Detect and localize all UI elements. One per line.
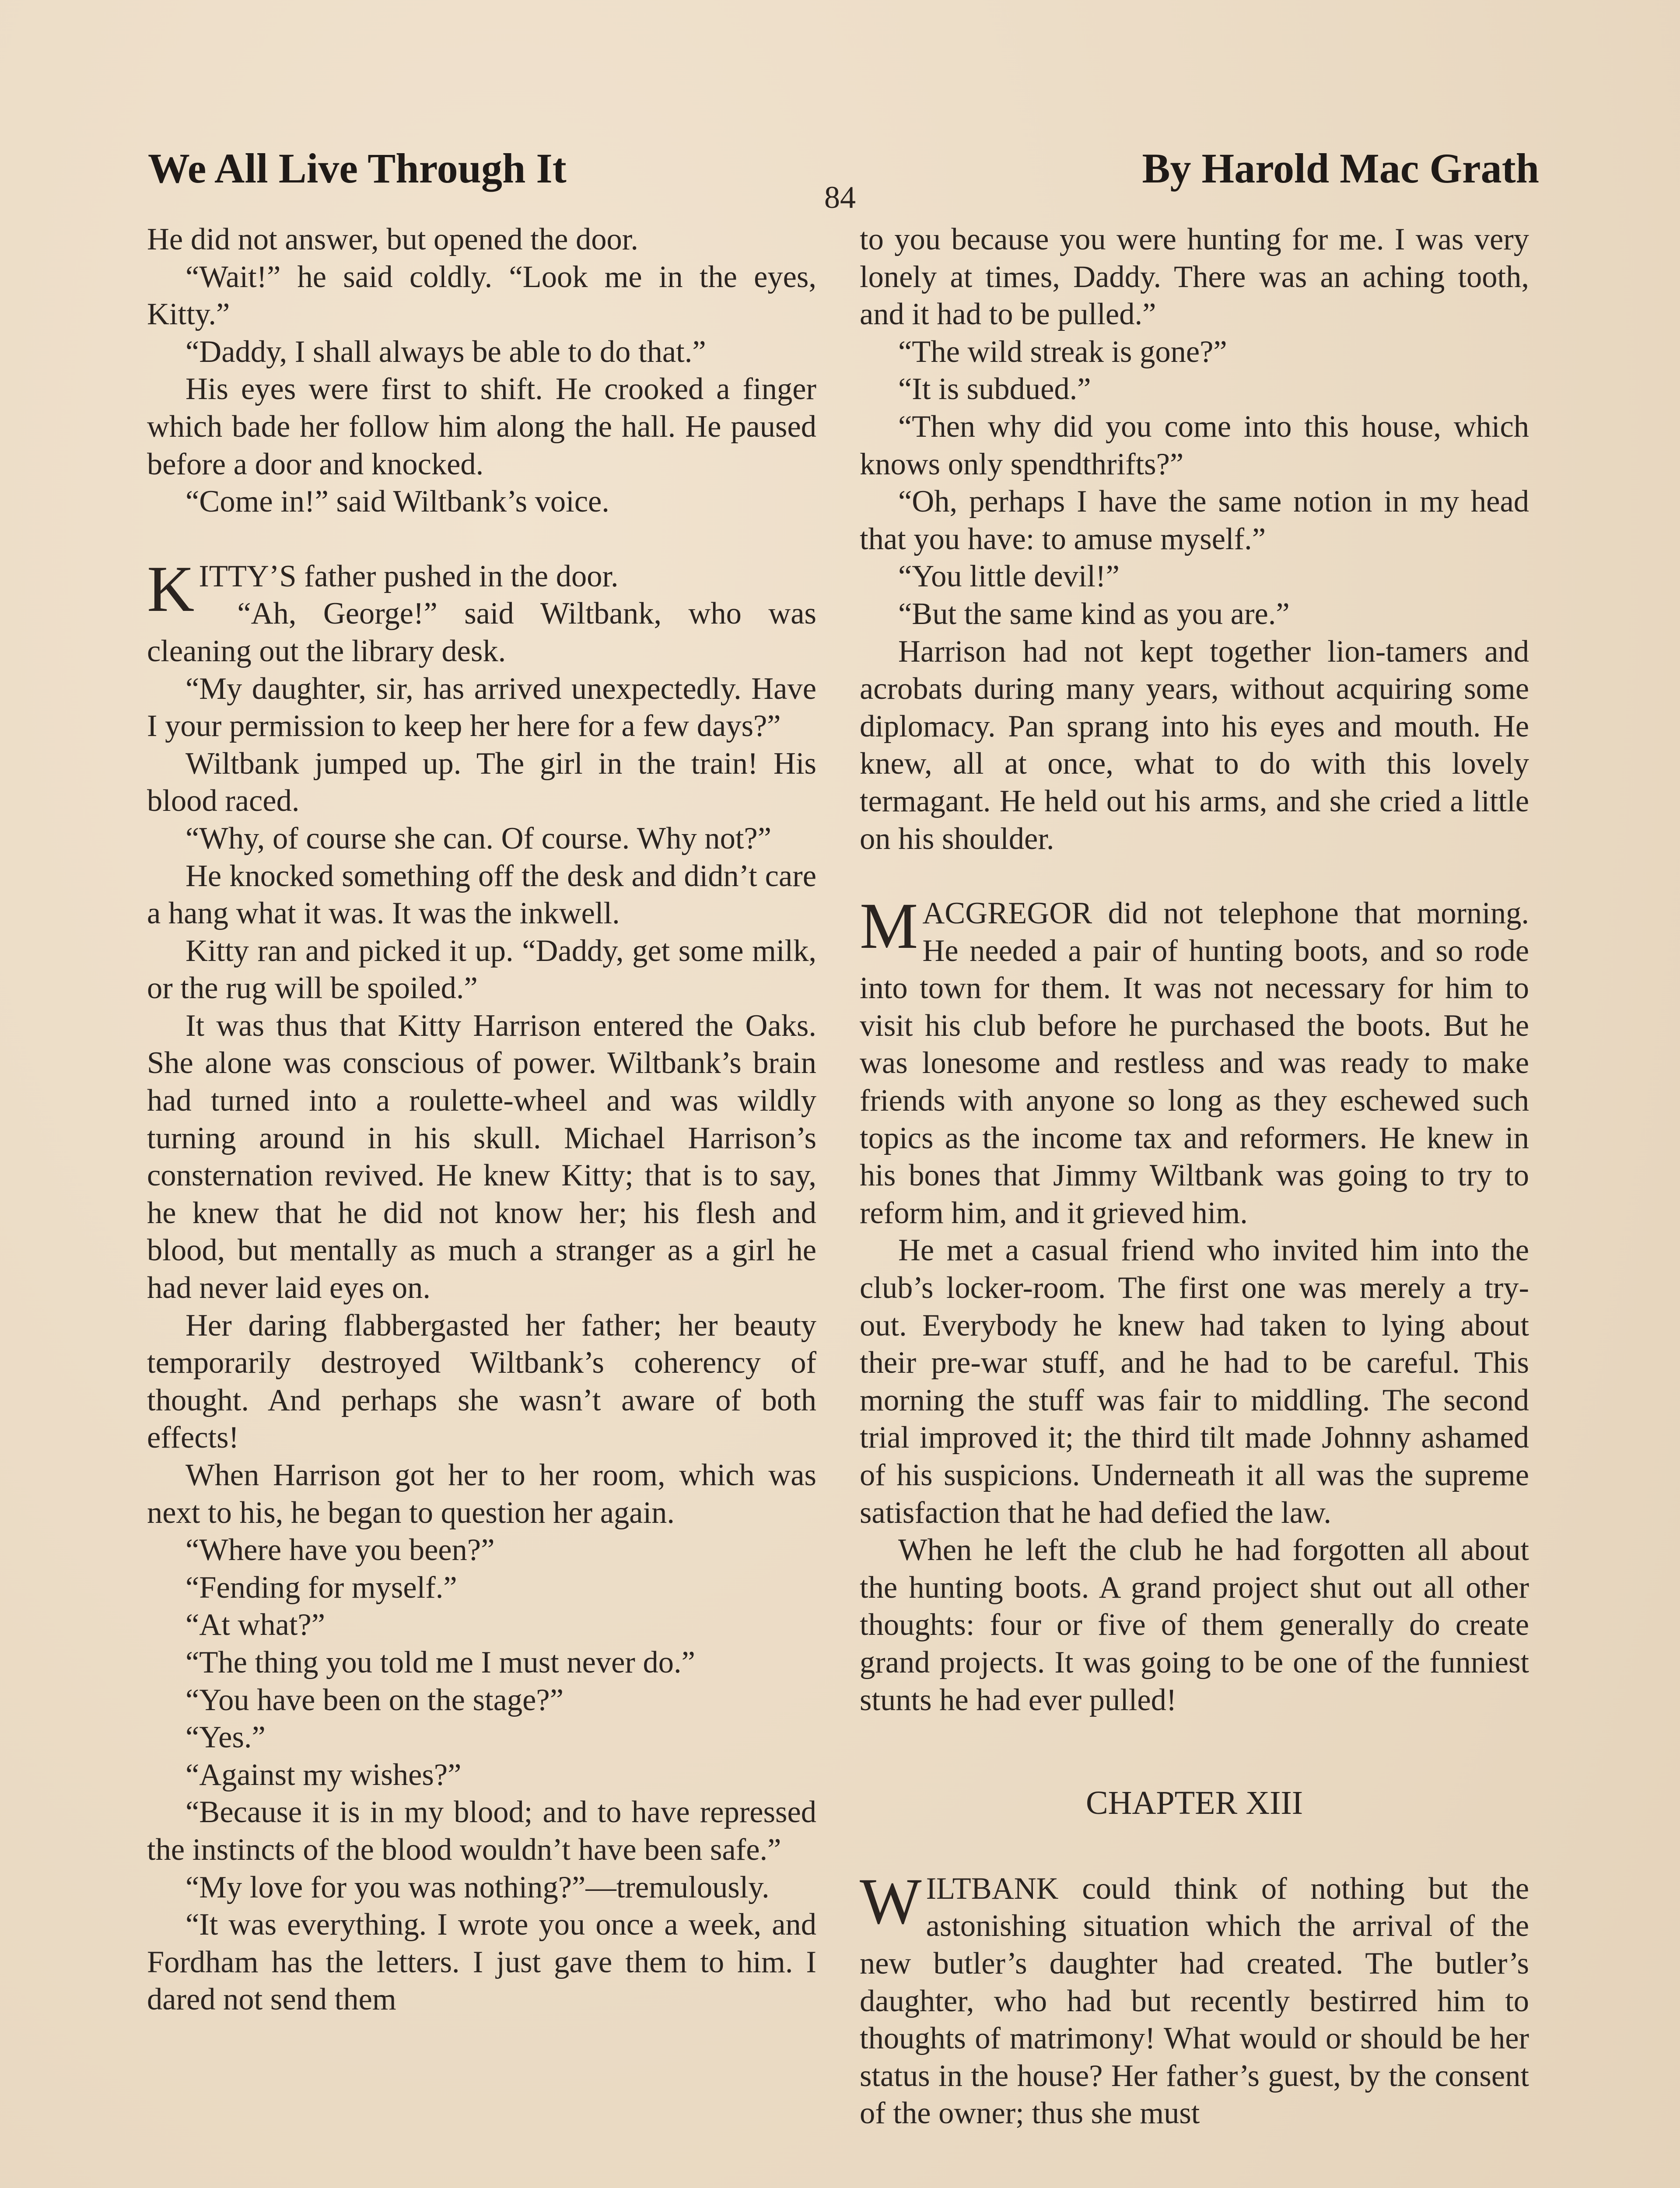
section-gap xyxy=(860,1822,1529,1870)
paragraph xyxy=(147,552,816,625)
paragraph: “Where have you been?” xyxy=(186,1533,495,1567)
section-gap xyxy=(860,858,1529,895)
paragraph: “You have been on the stage?” xyxy=(186,1683,564,1717)
left-column xyxy=(147,221,816,2188)
paragraph: to you because you were hunting for me. I was very lonely at times, Daddy. There was an aching tooth, and it had to be pulled.” xyxy=(860,222,1529,332)
paragraph: “At what?” xyxy=(186,1608,326,1642)
paragraph: “Fending for myself.” xyxy=(186,1570,457,1605)
paragraph: “Come in!” said Wiltbank’s voice. xyxy=(186,484,609,519)
right-column xyxy=(860,221,1529,2188)
paragraph-text: ILTBANK could think of nothing but the astonishing situation which the arrival of the new butler’s daughter had created. The butler’s daughter, who had but recently bestirred him to thoughts of matrimony! What would or should be her status in the house? Her father’s guest, by the consent of the owner; thus she must xyxy=(860,1871,1529,2131)
chapter-heading: CHAPTER XIII xyxy=(1085,1785,1303,1822)
paragraph: “The wild streak is gone?” xyxy=(898,334,1227,369)
paragraph: Kitty ran and picked it up. “Daddy, get some milk, or the rug will be spoiled.” xyxy=(147,933,816,1006)
paragraph: He knocked something off the desk and didn’t care a hang what it was. It was the inkwell. xyxy=(147,859,816,931)
paragraph xyxy=(860,1865,1529,2132)
paragraph: He did not answer, but opened the door. xyxy=(147,222,638,256)
drop-cap: W xyxy=(860,1865,922,1938)
paragraph: “Why, of course she can. Of course. Why not?” xyxy=(186,821,771,856)
paragraph: “The thing you told me I must never do.” xyxy=(186,1645,695,1680)
paragraph: “My daughter, sir, has arrived unexpectedly. Have I your permission to keep her here for a few days?” xyxy=(147,671,816,743)
paragraph: Harrison had not kept together lion-tamers and acrobats during many years, without acquiring some diplomacy. Pan sprang into his eyes and mouth. He knew, all at once, what to do with this lovely termagant. He held out his arms, and she cried a little on his shoulder. xyxy=(860,634,1529,856)
page-number: 84 xyxy=(824,180,856,215)
paragraph: When he left the club he had forgotten all about the hunting boots. A grand project shut out all other thoughts: four or five of them generally do create grand projects. It was going to be one of the funniest stunts he had ever pulled! xyxy=(860,1533,1529,1717)
drop-cap: K xyxy=(147,552,195,625)
paragraph: “It is subdued.” xyxy=(898,372,1091,407)
story-title: We All Live Through It xyxy=(148,145,567,192)
section-gap xyxy=(147,521,816,558)
paragraph: “Because it is in my blood; and to have repressed the instincts of the blood wouldn’t have been safe.” xyxy=(147,1795,816,1867)
paragraph: “Then why did you come into this house, which knows only spendthrifts?” xyxy=(860,409,1529,481)
paragraph: He met a casual friend who invited him into the club’s locker-room. The first one was merely a try-out. Everybody he knew had taken to lying about their pre-war stuff, and he had to be careful. This morning the stuff was fair to middling. The second trial improved it; the third tilt made Johnny ashamed of his suspicions. Underneath it all was the supreme satisfaction that he had defied the law. xyxy=(860,1233,1529,1530)
paragraph: “It was everything. I wrote you once a week, and Fordham has the letters. I just gave them to him. I dared not send them xyxy=(147,1907,816,2017)
paragraph: “But the same kind as you are.” xyxy=(898,596,1290,631)
drop-cap: M xyxy=(860,890,918,963)
paragraph: When Harrison got her to her room, which was next to his, he began to question her again. xyxy=(147,1458,816,1530)
paragraph xyxy=(860,890,1529,1232)
paragraph: “Ah, George!” said Wiltbank, who was cleaning out the library desk. xyxy=(147,596,816,668)
paragraph: “Wait!” he said coldly. “Look me in the eyes, Kitty.” xyxy=(147,259,816,332)
paragraph: “Yes.” xyxy=(186,1720,266,1755)
paragraph: It was thus that Kitty Harrison entered the Oaks. She alone was conscious of power. Wiltbank’s brain had turned into a roulette-wheel and was wildly turning around in his skull. Michael Harrison’s consternation revived. He knew Kitty; that is to say, he knew that he did not know her; his flesh and blood, but mentally as much a stranger as a girl he had never laid eyes on. xyxy=(147,1008,816,1305)
paragraph: “You little devil!” xyxy=(898,559,1120,594)
paragraph: “Against my wishes?” xyxy=(186,1757,462,1792)
paragraph-text: ITTY’S father pushed in the door. xyxy=(199,559,619,593)
paragraph: His eyes were first to shift. He crooked a finger which bade her follow him along the hall. He paused before a door and knocked. xyxy=(147,372,816,481)
paragraph-text: ACGREGOR did not telephone that morning. He needed a pair of hunting boots, and so rode into town for them. It was not necessary for him to visit his club before he purchased the boots. But he was lonesome and restless and was ready to make friends with anyone so long as they eschewed such topics as the income tax and reformers. He knew in his bones that Jimmy Wiltbank was going to try to reform him, and it grieved him. xyxy=(860,896,1529,1230)
paragraph: Wiltbank jumped up. The girl in the train! His blood raced. xyxy=(147,746,816,818)
paragraph: “Oh, perhaps I have the same notion in my head that you have: to amuse myself.” xyxy=(860,484,1529,556)
section-gap xyxy=(860,1719,1529,1785)
paragraph: “Daddy, I shall always be able to do that.” xyxy=(186,334,706,369)
paragraph: “My love for you was nothing?”—tremulously. xyxy=(186,1870,770,1904)
paragraph: Her daring flabbergasted her father; her beauty temporarily destroyed Wiltbank’s coherency of thought. And perhaps she wasn’t aware of both effects! xyxy=(147,1308,816,1455)
story-author: By Harold Mac Grath xyxy=(1142,145,1539,192)
